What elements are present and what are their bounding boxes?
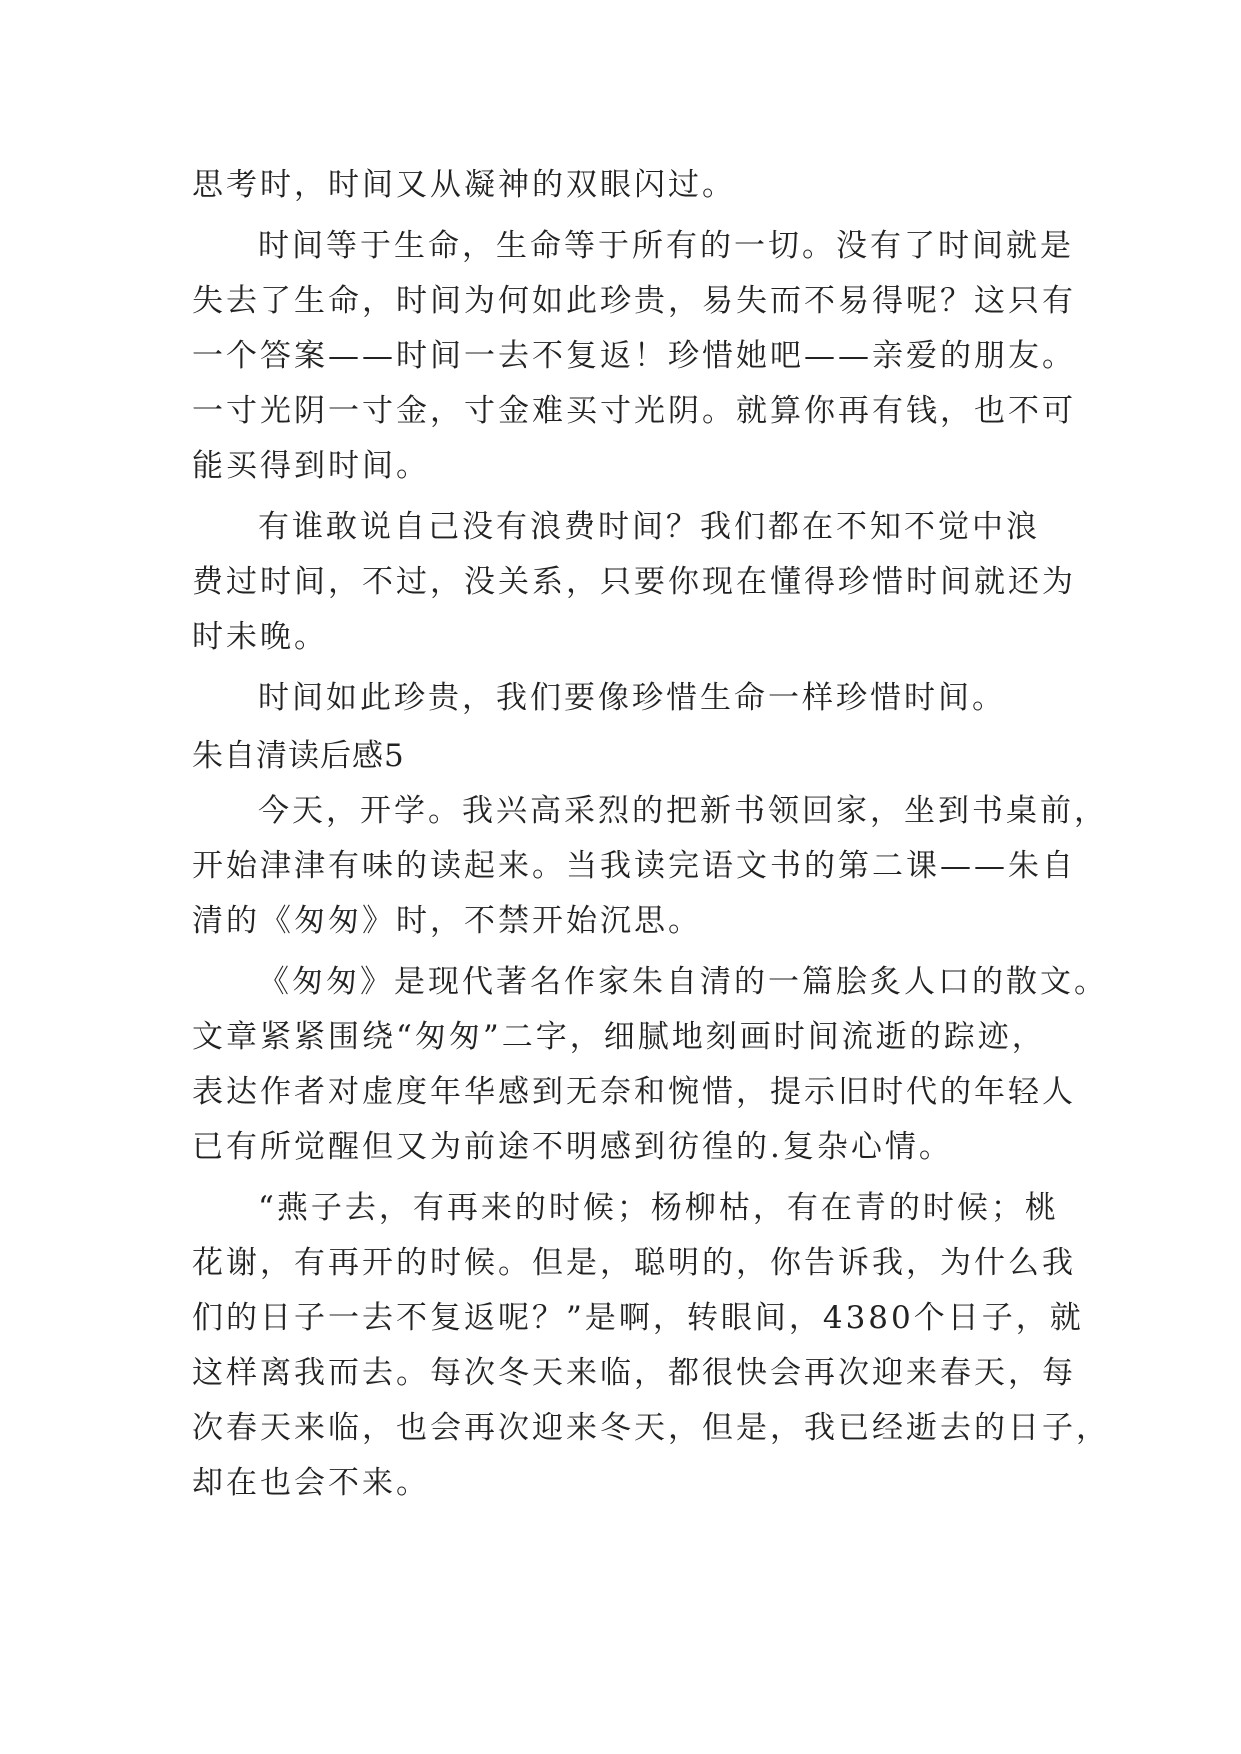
section-heading [192, 732, 1072, 780]
paragraph-today [192, 784, 1108, 949]
text-line: 失去了生命，时间为何如此珍贵，易失而不易得呢？这只有 [192, 283, 1076, 319]
text-line: 已有所觉醒但又为前途不明感到彷徨的.复杂心情。 [192, 1129, 953, 1165]
text-line: 今天，开学。我兴高采烈的把新书领回家，坐到书桌前， [258, 793, 1108, 829]
text-line: 们的日子一去不复返呢？”是啊，转眼间，4380个日子，就 [192, 1300, 1084, 1336]
text-line: 这样离我而去。每次冬天来临，都很快会再次迎来春天，每 [192, 1355, 1076, 1391]
text-line: 能买得到时间。 [192, 448, 430, 484]
text-line: 却在也会不来。 [192, 1465, 430, 1501]
document-body [192, 158, 1110, 1517]
paragraph-who-dares [192, 500, 1076, 665]
text-line: 表达作者对虚度年华感到无奈和惋惜，提示旧时代的年轻人 [192, 1074, 1076, 1110]
paragraph-so-precious [192, 671, 1072, 726]
text-line: 一寸光阴一寸金，寸金难买寸光阴。就算你再有钱，也不可 [192, 393, 1076, 429]
heading-text: 朱自清读后感5 [192, 738, 405, 774]
paragraph-swallows [192, 1181, 1110, 1511]
text-line: 费过时间，不过，没关系，只要你现在懂得珍惜时间就还为 [192, 564, 1076, 600]
text-line: 文章紧紧围绕“匆匆”二字，细腻地刻画时间流逝的踪迹， [192, 1019, 1046, 1055]
text-line: 时间如此珍贵，我们要像珍惜生命一样珍惜时间。 [258, 680, 1006, 716]
text-line: 次春天来临，也会再次迎来冬天，但是，我已经逝去的日子， [192, 1410, 1110, 1446]
text-line: 有谁敢说自己没有浪费时间？我们都在不知不觉中浪 [258, 509, 1040, 545]
text-line: “燕子去，有再来的时候；杨柳枯，有在青的时候；桃 [258, 1190, 1059, 1226]
text-line: 时未晚。 [192, 619, 328, 655]
paragraph-intro-end [192, 158, 1072, 213]
paragraph-congcong [192, 955, 1108, 1175]
text-line: 一个答案——时间一去不复返！珍惜她吧——亲爱的朋友。 [192, 338, 1076, 374]
text-line: 清的《匆匆》时，不禁开始沉思。 [192, 903, 702, 939]
text-line: 开始津津有味的读起来。当我读完语文书的第二课——朱自 [192, 848, 1076, 884]
text-line: 思考时，时间又从凝神的双眼闪过。 [192, 167, 736, 203]
text-line: 《匆匆》是现代著名作家朱自清的一篇脍炙人口的散文。 [258, 964, 1108, 1000]
text-line: 花谢，有再开的时候。但是，聪明的，你告诉我，为什么我 [192, 1245, 1076, 1281]
text-line: 时间等于生命，生命等于所有的一切。没有了时间就是 [258, 228, 1074, 264]
paragraph-time-life [192, 219, 1076, 494]
